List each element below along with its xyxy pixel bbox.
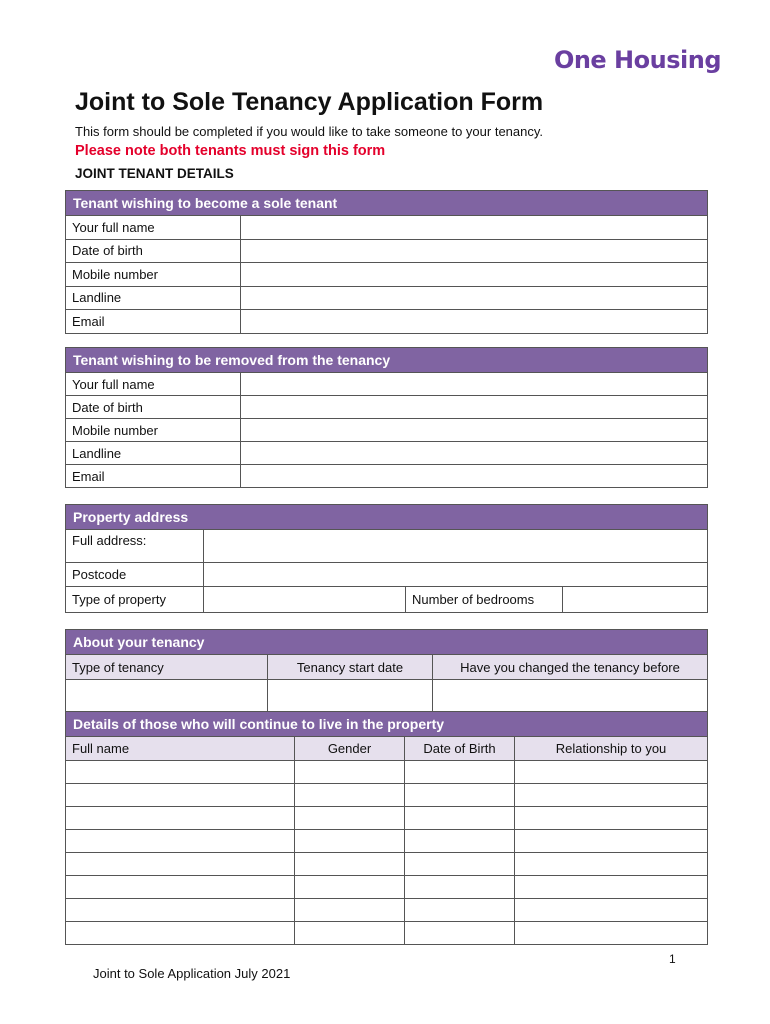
page-number: 1	[669, 952, 676, 966]
section-heading: JOINT TENANT DETAILS	[75, 166, 234, 181]
occupant-relationship-input[interactable]	[515, 807, 708, 830]
sole-tenant-header: Tenant wishing to become a sole tenant	[66, 191, 708, 216]
table-row	[66, 922, 708, 945]
field-label: Mobile number	[66, 419, 241, 442]
table-row	[66, 830, 708, 853]
page-title: Joint to Sole Tenancy Application Form	[75, 88, 544, 116]
occupant-relationship-input[interactable]	[515, 761, 708, 784]
occupant-dob-input[interactable]	[405, 784, 515, 807]
occupant-relationship-input[interactable]	[515, 899, 708, 922]
occupant-relationship-input[interactable]	[515, 922, 708, 945]
property-header: Property address	[66, 505, 708, 530]
occupant-name-input[interactable]	[66, 922, 295, 945]
occupant-name-input[interactable]	[66, 807, 295, 830]
occupant-relationship-input[interactable]	[515, 876, 708, 899]
occupants-table	[65, 711, 708, 945]
occupant-gender-input[interactable]	[295, 807, 405, 830]
property-type-input[interactable]	[204, 587, 406, 613]
tenancy-type-input[interactable]	[66, 680, 268, 712]
tenancy-start-date-input[interactable]	[268, 680, 433, 712]
property-table	[65, 504, 708, 613]
field-label: Type of property	[66, 587, 204, 613]
removed-email-input[interactable]	[241, 465, 708, 488]
intro-text: This form should be completed if you would like to take someone to your tenancy.	[75, 124, 544, 139]
removed-tenant-header: Tenant wishing to be removed from the tenancy	[66, 348, 708, 373]
column-header: Date of Birth	[405, 737, 515, 761]
occupant-gender-input[interactable]	[295, 853, 405, 876]
occupants-header: Details of those who will continue to live in the property	[66, 712, 708, 737]
full-address-input[interactable]	[204, 530, 708, 563]
removed-full-name-input[interactable]	[241, 373, 708, 396]
table-row	[66, 807, 708, 830]
signature-note: Please note both tenants must sign this form	[75, 143, 386, 159]
occupant-name-input[interactable]	[66, 853, 295, 876]
column-header: Full name	[66, 737, 295, 761]
footer-text: Joint to Sole Application July 2021	[93, 966, 291, 981]
sole-full-name-input[interactable]	[241, 216, 708, 240]
field-label: Your full name	[66, 216, 241, 240]
occupant-dob-input[interactable]	[405, 830, 515, 853]
field-label: Landline	[66, 442, 241, 465]
sole-tenant-table	[65, 190, 708, 334]
field-label: Landline	[66, 286, 241, 310]
field-label: Date of birth	[66, 239, 241, 263]
field-label: Postcode	[66, 563, 204, 587]
one-housing-logo: One Housing	[553, 46, 721, 74]
sole-mobile-input[interactable]	[241, 263, 708, 287]
sole-landline-input[interactable]	[241, 286, 708, 310]
occupant-gender-input[interactable]	[295, 830, 405, 853]
occupant-dob-input[interactable]	[405, 761, 515, 784]
occupant-relationship-input[interactable]	[515, 830, 708, 853]
occupant-dob-input[interactable]	[405, 807, 515, 830]
table-row	[66, 899, 708, 922]
postcode-input[interactable]	[204, 563, 708, 587]
removed-date-of-birth-input[interactable]	[241, 396, 708, 419]
bedrooms-input[interactable]	[563, 587, 708, 613]
tenancy-changed-input[interactable]	[433, 680, 708, 712]
tenancy-header: About your tenancy	[66, 630, 708, 655]
occupant-relationship-input[interactable]	[515, 784, 708, 807]
occupant-gender-input[interactable]	[295, 761, 405, 784]
field-label: Number of bedrooms	[406, 587, 563, 613]
occupant-name-input[interactable]	[66, 830, 295, 853]
table-row	[66, 761, 708, 784]
removed-landline-input[interactable]	[241, 442, 708, 465]
column-header: Gender	[295, 737, 405, 761]
occupant-dob-input[interactable]	[405, 876, 515, 899]
occupant-relationship-input[interactable]	[515, 853, 708, 876]
occupant-name-input[interactable]	[66, 761, 295, 784]
table-row	[66, 784, 708, 807]
occupant-name-input[interactable]	[66, 899, 295, 922]
field-label: Date of birth	[66, 396, 241, 419]
table-row	[66, 876, 708, 899]
occupant-gender-input[interactable]	[295, 899, 405, 922]
column-header: Have you changed the tenancy before	[433, 655, 708, 680]
occupant-name-input[interactable]	[66, 876, 295, 899]
column-header: Type of tenancy	[66, 655, 268, 680]
column-header: Relationship to you	[515, 737, 708, 761]
field-label: Full address:	[66, 530, 204, 563]
occupant-gender-input[interactable]	[295, 784, 405, 807]
occupant-gender-input[interactable]	[295, 876, 405, 899]
sole-date-of-birth-input[interactable]	[241, 239, 708, 263]
occupant-dob-input[interactable]	[405, 922, 515, 945]
removed-tenant-table	[65, 347, 708, 488]
occupant-dob-input[interactable]	[405, 853, 515, 876]
field-label: Your full name	[66, 373, 241, 396]
tenancy-table	[65, 629, 708, 712]
field-label: Email	[66, 465, 241, 488]
occupant-name-input[interactable]	[66, 784, 295, 807]
field-label: Mobile number	[66, 263, 241, 287]
column-header: Tenancy start date	[268, 655, 433, 680]
table-row	[66, 853, 708, 876]
sole-email-input[interactable]	[241, 310, 708, 334]
occupant-dob-input[interactable]	[405, 899, 515, 922]
occupant-gender-input[interactable]	[295, 922, 405, 945]
removed-mobile-input[interactable]	[241, 419, 708, 442]
field-label: Email	[66, 310, 241, 334]
